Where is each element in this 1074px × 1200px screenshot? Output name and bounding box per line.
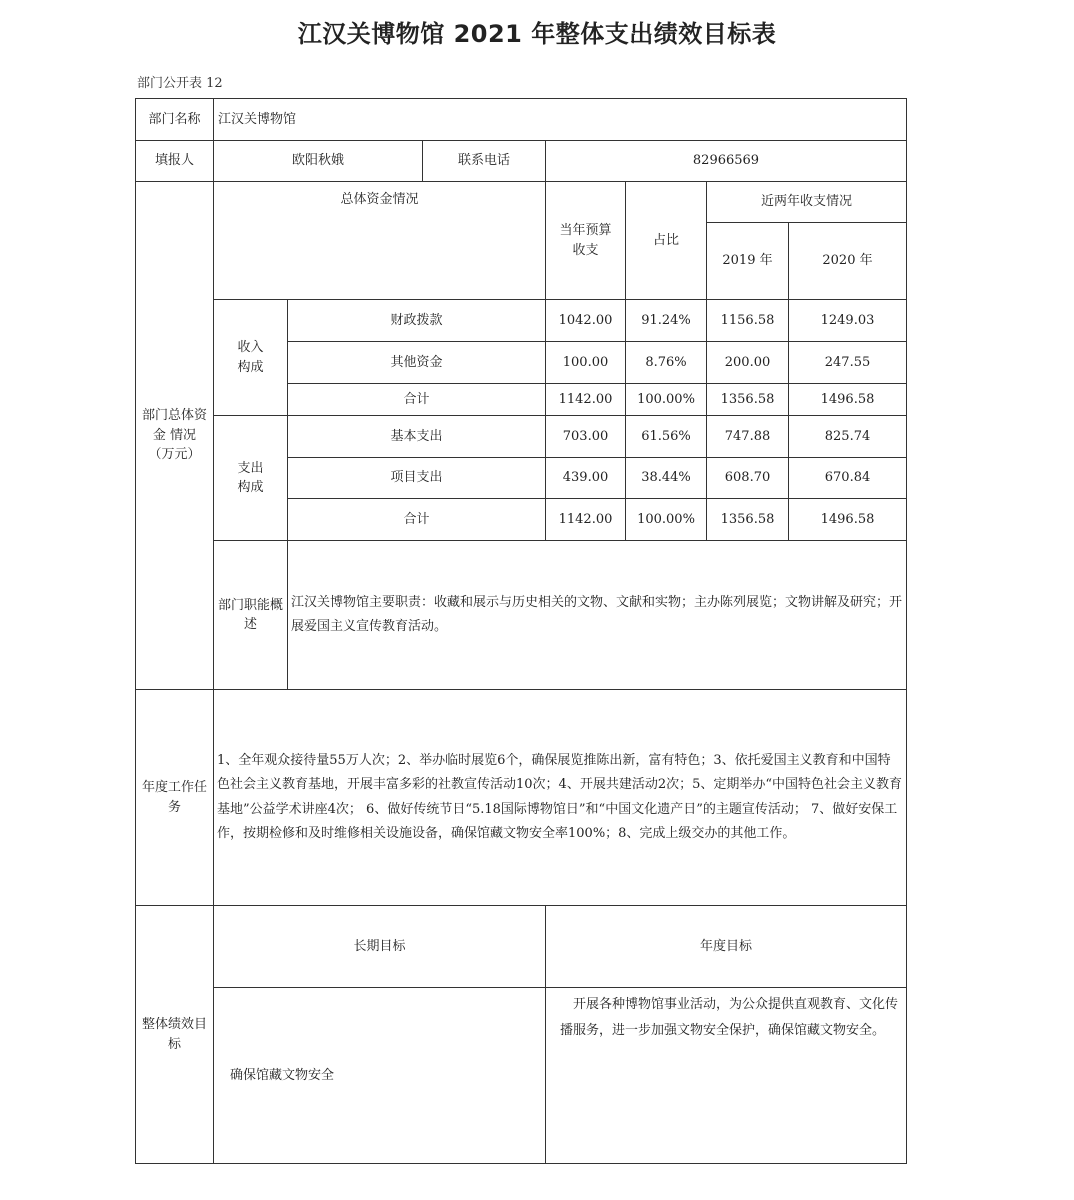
income-2019: 1356.58 [707, 384, 789, 416]
tasks-label-line1: 年度工作任 [141, 780, 207, 795]
reporter-row [136, 141, 907, 182]
income-2020: 1496.58 [789, 384, 907, 416]
income-2020: 247.55 [789, 342, 907, 384]
function-label [214, 541, 288, 690]
expense-item-name: 基本支出 [288, 416, 546, 458]
income-ratio: 8.76% [626, 342, 707, 384]
expense-ratio: 38.44% [626, 458, 707, 499]
tasks-label [136, 690, 214, 906]
goals-label-line1: 整体绩效目 [141, 1017, 207, 1032]
expense-2019: 747.88 [707, 416, 789, 458]
performance-table [135, 98, 907, 1164]
funds-header-row-1 [136, 182, 907, 223]
expense-ratio: 100.00% [626, 499, 707, 541]
expense-row [136, 416, 907, 458]
income-2019: 1156.58 [707, 300, 789, 342]
budget-header-line2: 收支 [572, 242, 599, 258]
phone-label: 联系电话 [423, 141, 546, 182]
expense-2020: 1496.58 [789, 499, 907, 541]
annual-goal-text: 开展各种博物馆事业活动，为公众提供直观教育、文化传播服务，进一步加强文物安全保护，确保馆藏文物安全。 [546, 988, 907, 1164]
page-title: 江汉关博物馆 2021 年整体支出绩效目标表 [297, 20, 777, 48]
income-item-name: 财政拨款 [288, 300, 546, 342]
expense-label-line1: 支出 [237, 460, 264, 476]
income-item-name: 合计 [288, 384, 546, 416]
income-2020: 1249.03 [789, 300, 907, 342]
goals-label-line2: 标 [167, 1036, 181, 1052]
reporter-value: 欧阳秋娥 [214, 141, 423, 182]
income-ratio: 91.24% [626, 300, 707, 342]
tasks-text: 1、全年观众接待量55万人次；2、举办临时展览6个，确保展览推陈出新，富有特色；3、依托爱国主义教育和中国特色社会主义教育基地，开展丰富多彩的社教宣传活动10次；4、开展共建活动2次；5、定期举办“中国特色社会主义教育基地”公益学术讲座4次； 6、做好传统节日“5.18国际博物馆日”和“中国文化遗产日”的主题宣传活动； 7、做好安保工作，按期检修和及时维修相关设施设备，确保馆藏文物安全率100%；8、完成上级交办的其他工作。 [214, 690, 907, 906]
goals-content-row [136, 988, 907, 1164]
tasks-row [136, 690, 907, 906]
income-label-line2: 构成 [237, 359, 264, 375]
year-2019-header: 2019 年 [707, 223, 789, 300]
expense-label-line2: 构成 [237, 480, 264, 495]
function-text: 江汉关博物馆主要职责：收藏和展示与历史相关的文物、文献和实物；主办陈列展览；文物讲解及研究；开展爱国主义宣传教育活动。 [288, 541, 907, 690]
dept-name-value: 江汉关博物馆 [214, 99, 907, 141]
recent-years-header: 近两年收支情况 [707, 182, 907, 223]
expense-budget: 439.00 [546, 458, 626, 499]
overall-funds-header [214, 182, 546, 300]
reporter-label: 填报人 [136, 141, 214, 182]
budget-header-line1: 当年预算 [559, 223, 612, 238]
income-budget: 1142.00 [546, 384, 626, 416]
income-ratio: 100.00% [626, 384, 707, 416]
form-number: 部门公开表 12 [137, 76, 223, 91]
dept-name-label: 部门名称 [136, 99, 214, 141]
goals-label [136, 906, 214, 1164]
expense-item-name: 项目支出 [288, 458, 546, 499]
phone-value: 82966569 [546, 141, 907, 182]
ratio-header: 占比 [626, 182, 707, 300]
year-2020-header: 2020 年 [789, 223, 907, 300]
income-item-name: 其他资金 [288, 342, 546, 384]
expense-2020: 670.84 [789, 458, 907, 499]
tasks-label-line2: 务 [167, 799, 181, 815]
function-label-line1: 部门职能概 [217, 597, 283, 613]
budget-header [546, 182, 626, 300]
funds-label-line2: 金 情况 [152, 427, 197, 443]
income-row [136, 300, 907, 342]
income-2019: 200.00 [707, 342, 789, 384]
expense-2019: 608.70 [707, 458, 789, 499]
income-budget: 100.00 [546, 342, 626, 384]
income-label [214, 300, 288, 416]
income-budget: 1042.00 [546, 300, 626, 342]
dept-name-row [136, 99, 907, 141]
overall-funds-label: 总体资金情况 [340, 192, 419, 207]
expense-2020: 825.74 [789, 416, 907, 458]
income-label-line1: 收入 [237, 340, 264, 355]
annual-goal-header: 年度目标 [546, 906, 907, 988]
funds-label-line3: （万元） [148, 447, 201, 463]
expense-budget: 1142.00 [546, 499, 626, 541]
goals-header-row [136, 906, 907, 988]
long-term-goal-text: 确保馆藏文物安全 [214, 988, 546, 1164]
function-row [136, 541, 907, 690]
funds-label-line1: 部门总体资 [141, 408, 207, 424]
expense-2019: 1356.58 [707, 499, 789, 541]
expense-budget: 703.00 [546, 416, 626, 458]
long-term-goal-header: 长期目标 [214, 906, 546, 988]
expense-ratio: 61.56% [626, 416, 707, 458]
expense-label [214, 416, 288, 541]
expense-item-name: 合计 [288, 499, 546, 541]
funds-section-label [136, 182, 214, 690]
function-label-line2: 述 [243, 617, 257, 632]
